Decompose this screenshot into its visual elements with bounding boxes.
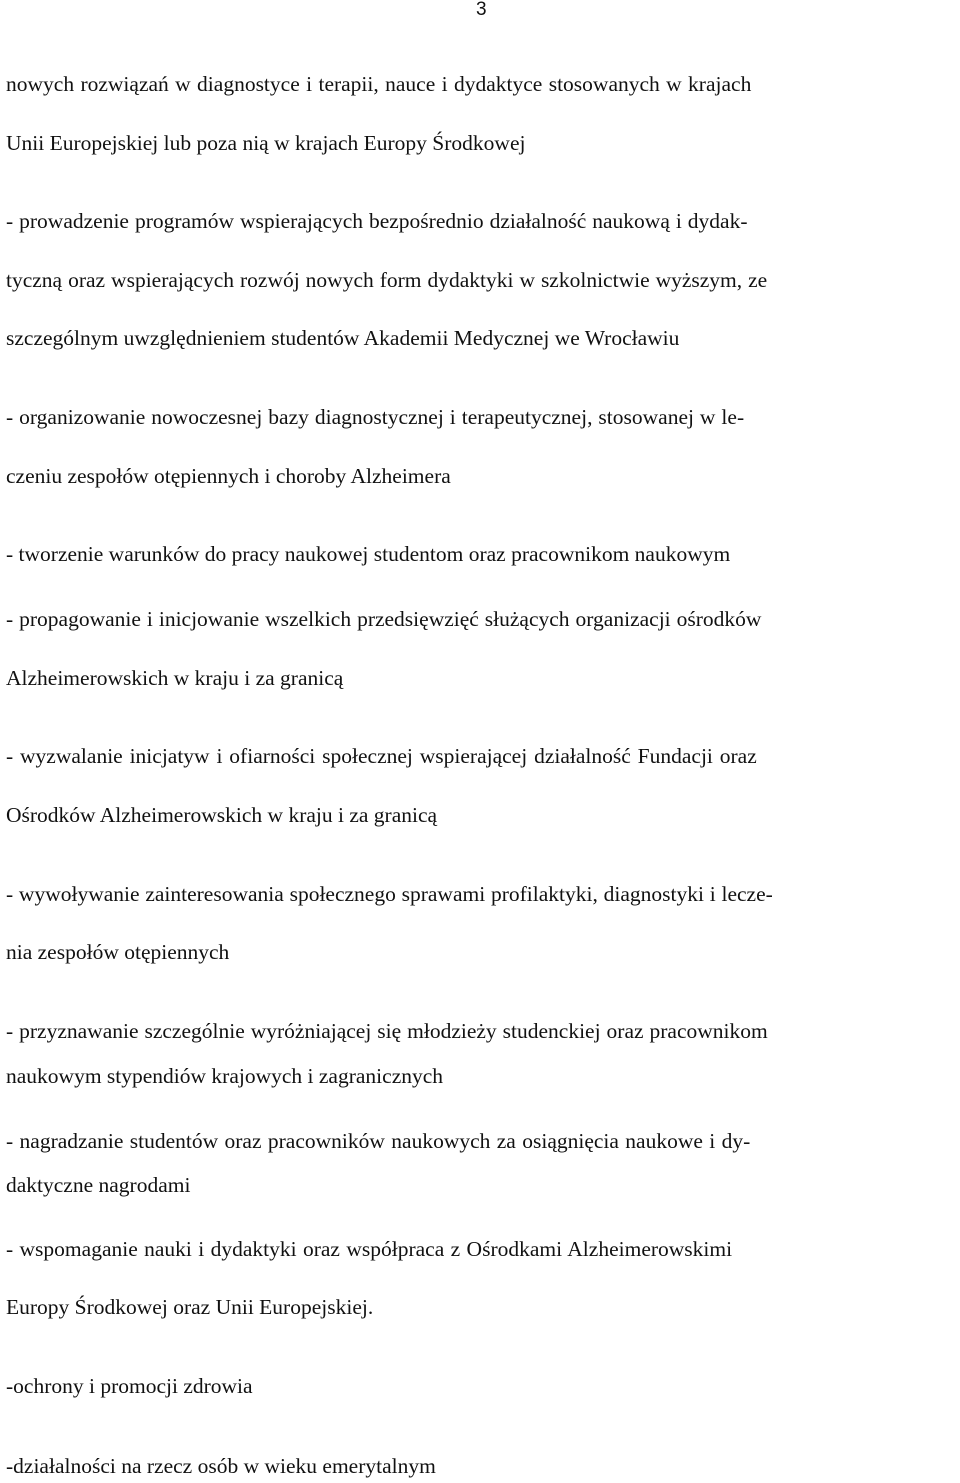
page-number: 3 — [476, 0, 487, 20]
text-line: czeniu zespołów otępiennych i choroby Alzheimera — [6, 464, 451, 488]
text-line: Unii Europejskiej lub poza nią w krajach Europy Środkowej — [6, 131, 526, 155]
text-line: naukowym stypendiów krajowych i zagranicznych — [6, 1064, 444, 1088]
text-line: - przyznawanie szczególnie wyróżniającej się młodzieży studenckiej oraz pracownikom — [6, 1019, 768, 1043]
text-line: - tworzenie warunków do pracy naukowej studentom oraz pracownikom naukowym — [6, 542, 731, 566]
text-line: daktyczne nagrodami — [6, 1173, 191, 1197]
text-line: nia zespołów otępiennych — [6, 940, 230, 964]
text-line: - wywoływanie zainteresowania społecznego sprawami profilaktyki, diagnostyki i lecze- — [6, 882, 773, 906]
text-line: Ośrodków Alzheimerowskich w kraju i za granicą — [6, 803, 438, 827]
text-line: Europy Środkowej oraz Unii Europejskiej. — [6, 1295, 374, 1319]
text-line: szczególnym uwzględnieniem studentów Akademii Medycznej we Wrocławiu — [6, 326, 680, 350]
text-line: - organizowanie nowoczesnej bazy diagnostycznej i terapeutycznej, stosowanej w le- — [6, 405, 745, 429]
text-line: nowych rozwiązań w diagnostyce i terapii, nauce i dydaktyce stosowanych w krajach — [6, 72, 752, 96]
text-line: Alzheimerowskich w kraju i za granicą — [6, 666, 344, 690]
text-line: tyczną oraz wspierających rozwój nowych form dydaktyki w szkolnictwie wyższym, ze — [6, 268, 768, 292]
text-line: - wyzwalanie inicjatyw i ofiarności społecznej wspierającej działalność Fundacji oraz — [6, 744, 757, 768]
text-line: - prowadzenie programów wspierających bezpośrednio działalność naukową i dydak- — [6, 209, 748, 233]
text-line: -działalności na rzecz osób w wieku emerytalnym — [6, 1454, 436, 1478]
text-line: - propagowanie i inicjowanie wszelkich przedsięwzięć służących organizacji ośrodków — [6, 607, 762, 631]
text-line: - nagradzanie studentów oraz pracowników naukowych za osiągnięcia naukowe i dy- — [6, 1129, 751, 1153]
text-line: - wspomaganie nauki i dydaktyki oraz współpraca z Ośrodkami Alzheimerowskimi — [6, 1237, 733, 1261]
text-line: -ochrony i promocji zdrowia — [6, 1374, 253, 1398]
